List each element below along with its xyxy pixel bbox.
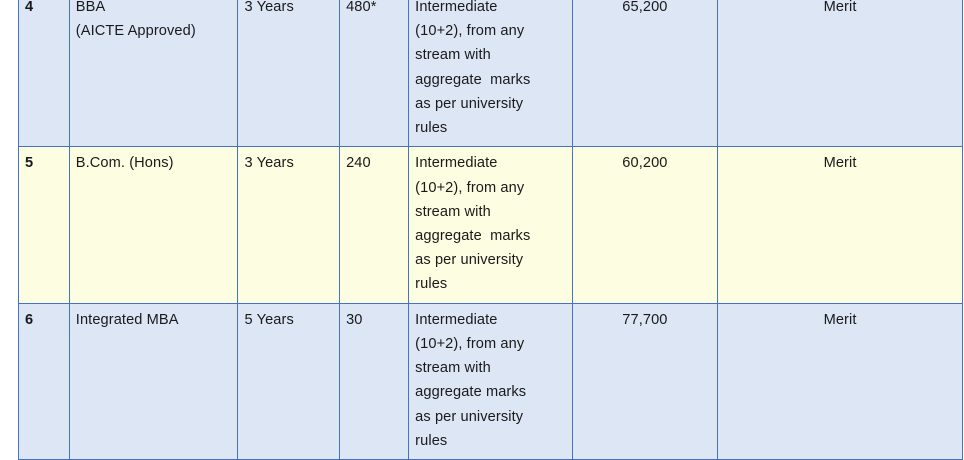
eligibility-line: aggregate marks bbox=[415, 71, 531, 88]
eligibility-line: as per university bbox=[415, 95, 524, 112]
eligibility-line: aggregate marks bbox=[415, 227, 531, 244]
eligibility-line: rules bbox=[415, 120, 448, 137]
course-fee-table bbox=[18, 0, 963, 460]
table-row bbox=[19, 303, 963, 459]
eligibility-line: as per university bbox=[415, 408, 524, 425]
cell-selection: Merit bbox=[718, 303, 963, 459]
cell-course bbox=[69, 303, 238, 459]
cell-selection: Merit bbox=[718, 147, 963, 303]
eligibility-line: Intermediate bbox=[415, 311, 498, 328]
eligibility-line: stream with bbox=[415, 47, 491, 64]
eligibility-line: (10+2), from any bbox=[415, 179, 525, 196]
eligibility-line: rules bbox=[415, 432, 448, 449]
eligibility-line: stream with bbox=[415, 203, 491, 220]
cell-duration: 3 Years bbox=[238, 0, 340, 147]
cell-fee: 65,200 bbox=[572, 0, 717, 147]
cell-selection: Merit bbox=[718, 0, 963, 147]
cell-duration: 5 Years bbox=[238, 303, 340, 459]
eligibility-line: (10+2), from any bbox=[415, 23, 525, 40]
cell-seats: 480* bbox=[340, 0, 409, 147]
cell-eligibility bbox=[409, 147, 573, 303]
cell-seats: 240 bbox=[340, 147, 409, 303]
eligibility-line: (10+2), from any bbox=[415, 335, 525, 352]
cell-eligibility bbox=[409, 303, 573, 459]
cell-course bbox=[69, 0, 238, 147]
cell-sno: 4 bbox=[19, 0, 70, 147]
cell-course bbox=[69, 147, 238, 303]
course-line: Integrated MBA bbox=[75, 311, 179, 328]
table-row bbox=[19, 0, 963, 147]
eligibility-line: as per university bbox=[415, 252, 524, 269]
course-line: (AICTE Approved) bbox=[75, 23, 196, 40]
cell-fee: 77,700 bbox=[572, 303, 717, 459]
eligibility-line: rules bbox=[415, 276, 448, 293]
cell-sno: 6 bbox=[19, 303, 70, 459]
eligibility-line: aggregate marks bbox=[415, 384, 527, 401]
table-row bbox=[19, 147, 963, 303]
eligibility-line: Intermediate bbox=[415, 0, 498, 15]
course-line: B.Com. (Hons) bbox=[75, 155, 174, 172]
cell-sno: 5 bbox=[19, 147, 70, 303]
eligibility-line: stream with bbox=[415, 360, 491, 377]
eligibility-line: Intermediate bbox=[415, 155, 498, 172]
course-line: BBA bbox=[75, 0, 106, 15]
cell-fee: 60,200 bbox=[572, 147, 717, 303]
cell-seats: 30 bbox=[340, 303, 409, 459]
cell-eligibility bbox=[409, 0, 573, 147]
cell-duration: 3 Years bbox=[238, 147, 340, 303]
